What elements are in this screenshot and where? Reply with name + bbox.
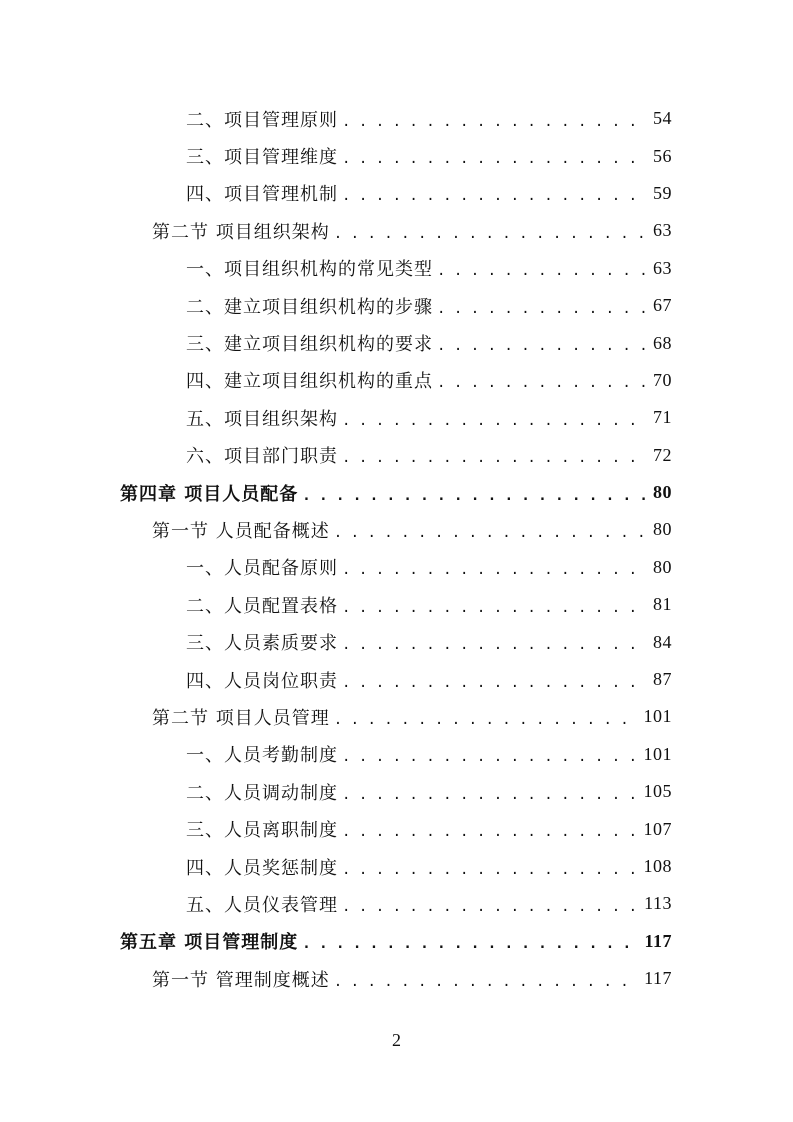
toc-entry-title: 第一节 人员配备概述 xyxy=(152,520,330,542)
dot-leader xyxy=(342,114,647,130)
toc-entry[interactable] xyxy=(0,362,793,399)
toc-entry-page: 59 xyxy=(653,182,672,203)
toc-entry-page: 87 xyxy=(653,669,672,690)
toc-entry[interactable] xyxy=(0,698,793,735)
dot-leader xyxy=(334,712,638,728)
toc-entry-title: 三、人员离职制度 xyxy=(186,820,338,842)
toc-entry-title: 四、项目管理机制 xyxy=(186,184,338,206)
toc-entry-title: 四、建立项目组织机构的重点 xyxy=(186,371,433,393)
toc-entry[interactable] xyxy=(0,885,793,922)
toc-entry-title: 二、人员调动制度 xyxy=(186,782,338,804)
toc-entry-title: 第四章 项目人员配备 xyxy=(120,483,299,505)
dot-leader xyxy=(342,151,647,167)
toc-entry[interactable] xyxy=(0,773,793,810)
toc-entry[interactable] xyxy=(0,100,793,137)
toc-entry-title: 第一节 管理制度概述 xyxy=(152,969,330,991)
toc-entry-page: 105 xyxy=(643,781,672,802)
toc-entry-page: 72 xyxy=(653,444,672,465)
dot-leader xyxy=(342,600,647,616)
toc-entry-title: 二、建立项目组织机构的步骤 xyxy=(186,296,433,318)
toc-entry[interactable] xyxy=(0,549,793,586)
toc-entry-page: 80 xyxy=(653,482,672,503)
dot-leader xyxy=(342,450,647,466)
toc-entry-title: 二、项目管理原则 xyxy=(186,109,338,131)
dot-leader xyxy=(342,675,647,691)
toc-entry[interactable] xyxy=(0,250,793,287)
toc-entry[interactable] xyxy=(0,474,793,511)
toc-entry-page: 108 xyxy=(643,856,672,876)
toc-entry[interactable] xyxy=(0,848,793,885)
toc-entry-title: 一、人员配备原则 xyxy=(186,558,338,580)
toc-entry-page: 113 xyxy=(644,893,672,914)
toc-entry-page: 68 xyxy=(653,332,672,353)
toc-entry-title: 三、建立项目组织机构的要求 xyxy=(186,334,433,356)
toc-entry[interactable] xyxy=(0,511,793,548)
toc-entry[interactable] xyxy=(0,175,793,212)
dot-leader xyxy=(334,974,638,990)
dot-leader xyxy=(342,188,647,204)
toc-entry[interactable] xyxy=(0,960,793,997)
dot-leader xyxy=(334,525,647,541)
toc-entry-page: 84 xyxy=(653,631,672,652)
toc-entry-page: 71 xyxy=(653,407,672,428)
toc-entry-title: 四、人员岗位职责 xyxy=(186,670,338,692)
toc-entry-title: 第二节 项目人员管理 xyxy=(152,707,330,729)
dot-leader xyxy=(342,899,638,915)
toc-entry[interactable] xyxy=(0,661,793,698)
toc-entry[interactable] xyxy=(0,399,793,436)
toc-entry-page: 81 xyxy=(653,594,672,615)
dot-leader xyxy=(342,749,638,765)
toc-entry-title: 第二节 项目组织架构 xyxy=(152,221,330,243)
toc-entry-page: 101 xyxy=(643,706,672,727)
toc-entry-title: 四、人员奖惩制度 xyxy=(186,857,338,879)
toc-entry-title: 三、项目管理维度 xyxy=(186,147,338,169)
toc-entry-page: 70 xyxy=(653,369,672,390)
dot-leader xyxy=(342,824,638,840)
toc-entry[interactable] xyxy=(0,810,793,847)
dot-leader xyxy=(302,936,638,952)
toc-entry-page: 117 xyxy=(644,930,672,951)
dot-leader xyxy=(342,862,638,878)
toc-entry[interactable] xyxy=(0,623,793,660)
toc-entry[interactable] xyxy=(0,324,793,361)
toc-entry[interactable] xyxy=(0,137,793,174)
dot-leader xyxy=(302,488,647,504)
toc-entry-title: 五、人员仪表管理 xyxy=(186,894,338,916)
toc-entry[interactable] xyxy=(0,736,793,773)
dot-leader xyxy=(437,338,647,354)
toc-entry-page: 63 xyxy=(653,220,672,241)
dot-leader xyxy=(342,413,647,429)
toc-entry-page: 80 xyxy=(653,556,672,577)
toc-entry-page: 67 xyxy=(653,295,672,316)
toc-entry-title: 二、人员配置表格 xyxy=(186,595,338,617)
toc-entry-page: 56 xyxy=(653,145,672,166)
toc-entry-page: 101 xyxy=(643,743,672,764)
page-number: 2 xyxy=(392,1030,401,1050)
dot-leader xyxy=(437,301,647,317)
toc-entry[interactable] xyxy=(0,437,793,474)
dot-leader xyxy=(342,562,647,578)
toc-entry-title: 第五章 项目管理制度 xyxy=(120,932,299,954)
toc-entry[interactable] xyxy=(0,287,793,324)
dot-leader xyxy=(342,637,647,653)
toc-entry[interactable] xyxy=(0,586,793,623)
toc-entry[interactable] xyxy=(0,212,793,249)
toc-entry-title: 三、人员素质要求 xyxy=(186,633,338,655)
toc-entry-title: 一、项目组织机构的常见类型 xyxy=(186,259,433,281)
toc-entry-page: 63 xyxy=(653,257,672,278)
table-of-contents xyxy=(0,100,793,997)
toc-entry-page: 107 xyxy=(643,818,672,839)
toc-entry-page: 117 xyxy=(644,968,672,989)
dot-leader xyxy=(342,787,638,803)
dot-leader xyxy=(334,226,647,242)
toc-entry[interactable] xyxy=(0,923,793,960)
toc-entry-title: 一、人员考勤制度 xyxy=(186,745,338,767)
toc-entry-page: 80 xyxy=(653,519,672,540)
toc-entry-title: 六、项目部门职责 xyxy=(186,446,338,468)
dot-leader xyxy=(437,263,647,279)
toc-entry-page: 54 xyxy=(653,108,672,129)
toc-entry-title: 五、项目组织架构 xyxy=(186,408,338,430)
dot-leader xyxy=(437,375,647,391)
